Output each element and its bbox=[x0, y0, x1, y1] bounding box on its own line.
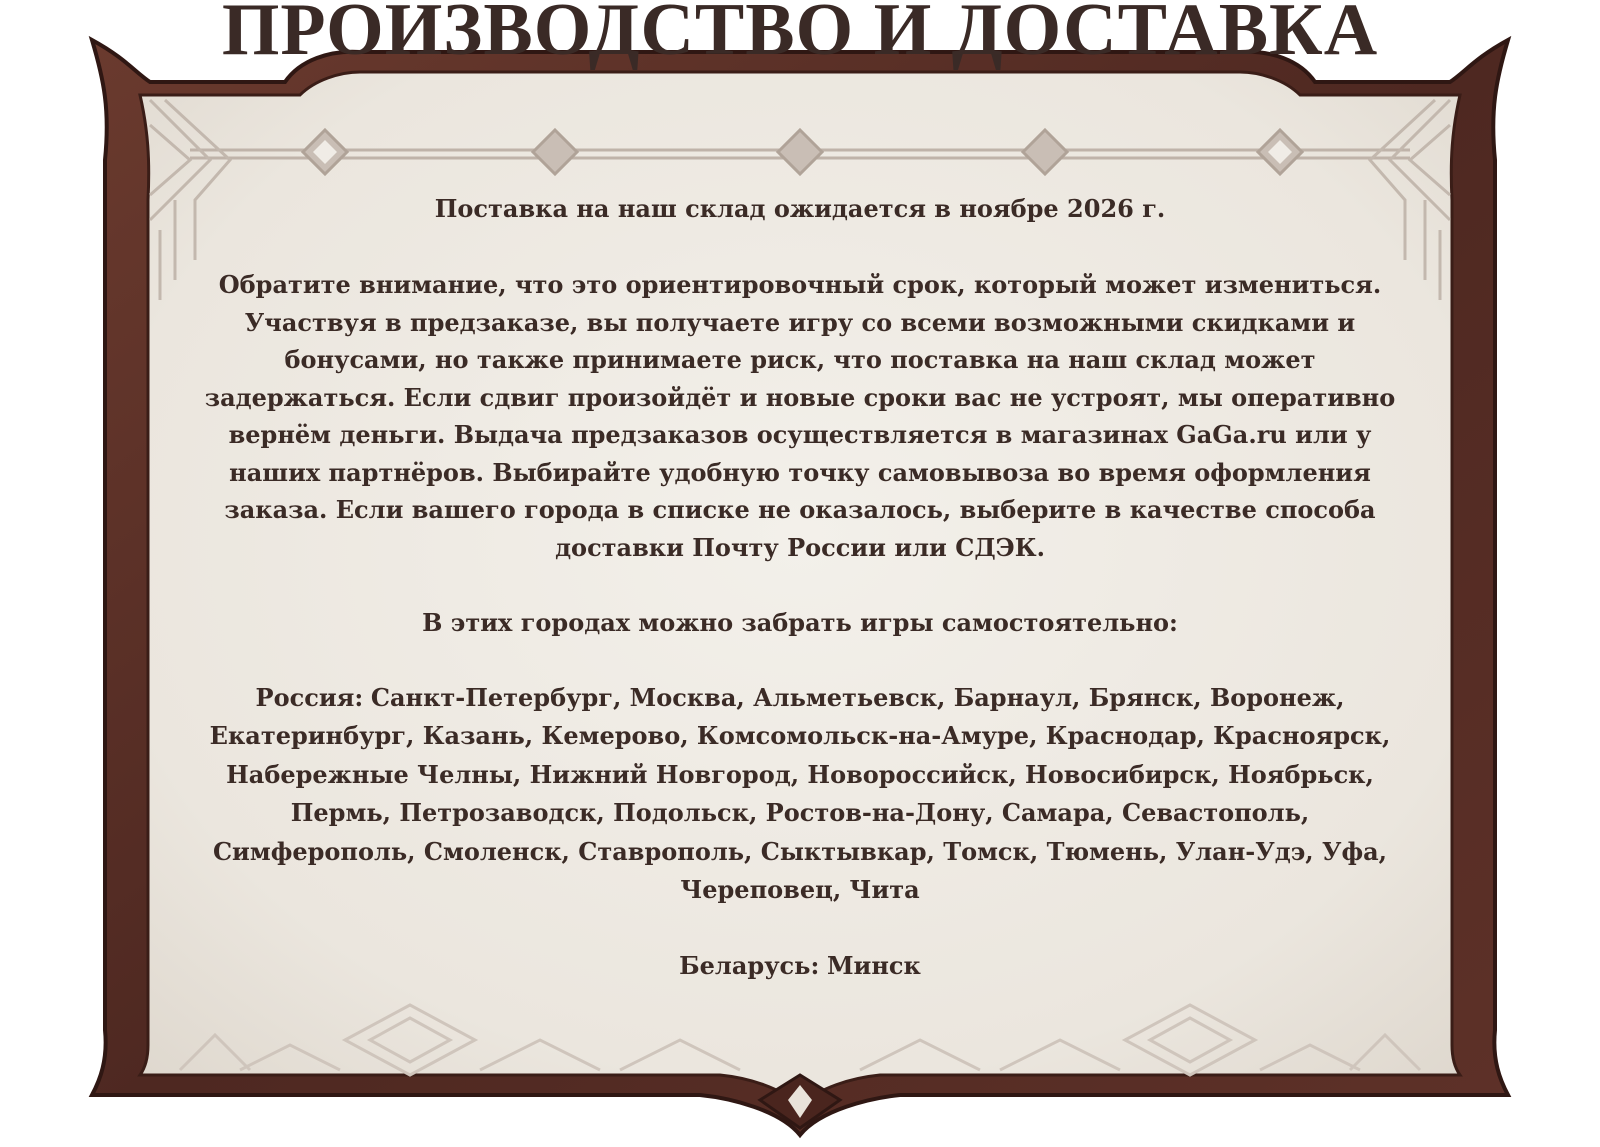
delivery-estimate-prefix: Поставка на наш склад ожидается в bbox=[434, 194, 960, 223]
russia-cities bbox=[190, 679, 1410, 910]
delivery-estimate-date: ноябре 2026 г. bbox=[959, 194, 1166, 223]
delivery-notice: Обратите внимание, что это ориентировочный срок, который может измениться. Участвуя в предзаказе, вы получаете игру со всеми возможными скидками и бонусами, но также принимаете риск, что поставка на наш склад может задержаться. Если сдвиг произойдёт и новые сроки вас не устроят, мы оперативно вернём деньги. Выдача предзаказов осуществляется в магазинах GaGa.ru или у наших партнёров. Выбирайте удобную точку самовывоза во время оформления заказа. Если вашего города в списке не оказалось, выберите в качестве способа доставки Почту России или СДЭК. bbox=[204, 270, 1396, 562]
belarus-label: Беларусь: bbox=[679, 951, 820, 980]
russia-city-list: Санкт-Петербург, Москва, Альметьевск, Барнаул, Брянск, Воронеж, Екатеринбург, Казань, Кемерово, Комсомольск-на-Амуре, Краснодар, Красноярск, Набережные Челны, Нижний Новгород, Новороссийск, Новосибирск, Ноябрьск, Пермь, Петрозаводск, Подольск, Ростов-на-Дону, Самара, Севастополь, Симферополь, Смоленск, Ставрополь, Сыктывкар, Томск, Тюмень, Улан-Удэ, Уфа, Череповец, Чита bbox=[209, 682, 1391, 904]
page-title: ПРОИЗВОДСТВО И ДОСТАВКА bbox=[221, 0, 1379, 71]
delivery-info bbox=[190, 190, 1410, 986]
belarus-cities bbox=[190, 947, 1410, 986]
belarus-city-list: Минск bbox=[826, 951, 921, 980]
delivery-estimate bbox=[190, 190, 1410, 229]
pickup-intro: В этих городах можно забрать игры самостоятельно: bbox=[422, 607, 1178, 637]
russia-label: Россия: bbox=[255, 682, 364, 712]
